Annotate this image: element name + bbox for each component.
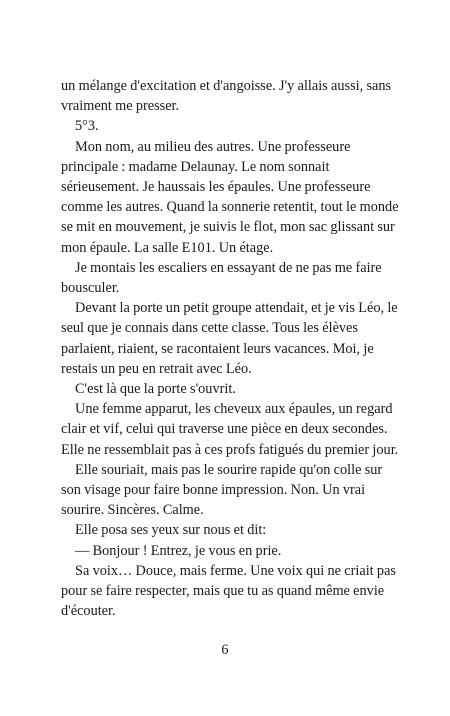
text-line: mon épaule. La salle E101. Un étage. — [61, 239, 274, 256]
text-line: se mit en mouvement, je suivis le flot, mon sac glissant sur — [61, 219, 395, 236]
text-line: parlaient, riaient, se racontaient leurs vacances. Moi, je — [61, 340, 374, 357]
text-line: Elle ne ressemblait pas à ces profs fatigués du premier jour. — [61, 441, 399, 458]
text-line: un mélange d'excitation et d'angoisse. J'y allais aussi, sans — [61, 78, 392, 94]
text-line: Une femme apparut, les cheveux aux épaules, un regard — [75, 401, 393, 418]
text-line: comme les autres. Quand la sonnerie retentit, tout le monde — [61, 199, 399, 216]
text-line: Mon nom, au milieu des autres. Une professeure — [75, 138, 351, 155]
text-line: Elle souriait, mais pas le sourire rapide qu'on colle sur — [75, 461, 383, 478]
page-body — [61, 76, 401, 621]
text-line: vraiment me presser. — [61, 98, 180, 115]
text-line: d'écouter. — [61, 603, 116, 620]
text-line: Elle posa ses yeux sur nous et dit: — [75, 522, 267, 539]
text-line: sourire. Sincères. Calme. — [61, 502, 204, 519]
text-line: — Bonjour ! Entrez, je vous en prie. — [75, 542, 282, 559]
text-line: Devant la porte un petit groupe attendait, et je vis Léo, le — [75, 300, 398, 317]
text-line: 5°3. — [75, 118, 99, 135]
text-line: son visage pour faire bonne impression. Non. Un vrai — [61, 482, 366, 499]
text-line: seul que je connais dans cette classe. Tous les élèves — [61, 320, 358, 337]
text-line: pour se faire respecter, mais que tu as quand même envie — [61, 583, 385, 600]
text-line: principale : madame Delaunay. Le nom sonnait — [61, 158, 330, 175]
text-line: C'est là que la porte s'ouvrit. — [75, 381, 236, 398]
text-line: sérieusement. Je haussais les épaules. Une professeure — [61, 179, 371, 196]
text-line: restais un peu en retrait avec Léo. — [61, 360, 252, 377]
text-line: clair et vif, celui qui traverse une pièce en deux secondes. — [61, 421, 388, 438]
text-line: bousculer. — [61, 280, 120, 297]
text-line: Je montais les escaliers en essayant de ne pas me faire — [75, 259, 382, 276]
page-number: 6 — [221, 642, 229, 658]
text-line: Sa voix… Douce, mais ferme. Une voix qui ne criait pas — [75, 562, 396, 579]
